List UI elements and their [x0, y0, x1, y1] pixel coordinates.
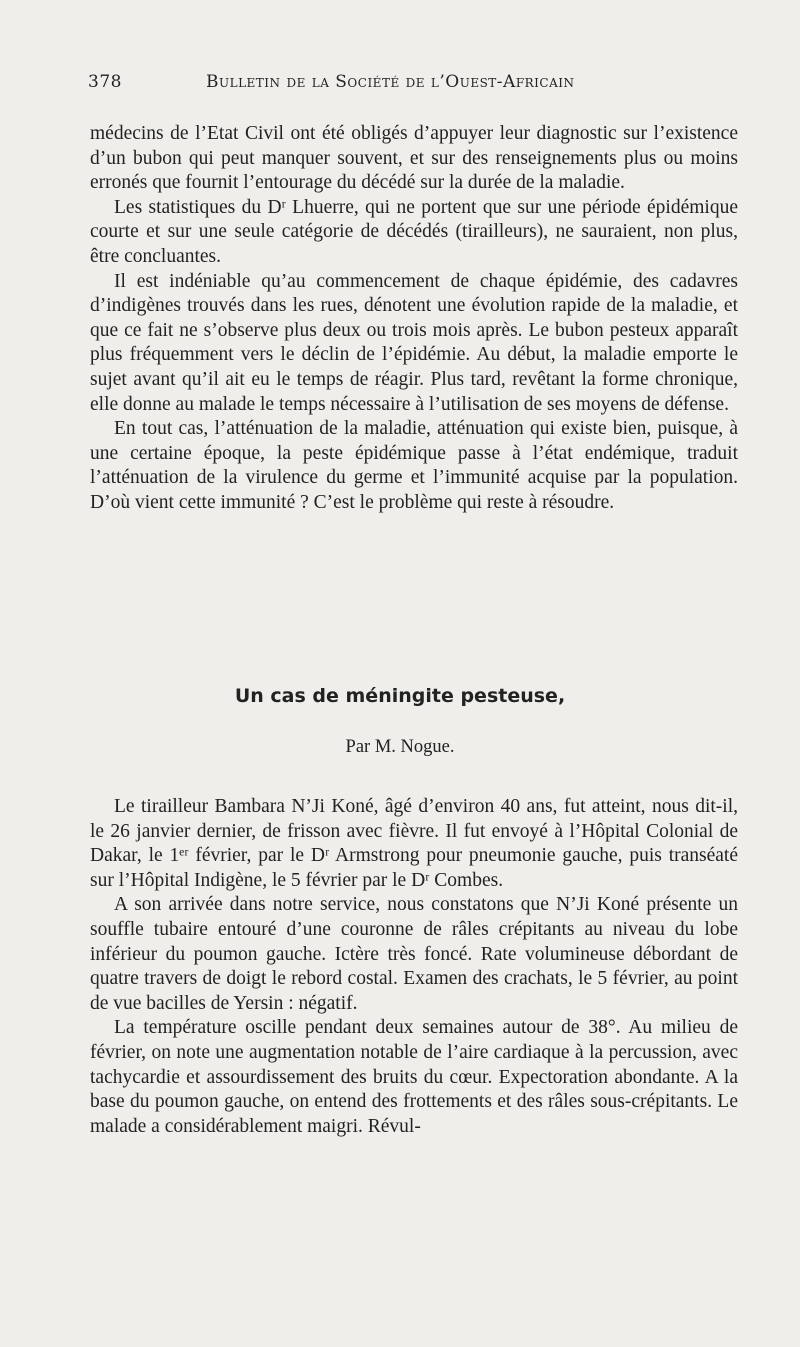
paragraph: Il est indéniable qu’au commencement de chaque épidémie, des cadavres d’indigènes trouvés dans les rues, dénotent une évolution rapide de la maladie, et que ce fait ne s’observe plus deux ou trois mois après. Le bubon pesteux apparaît plus fréquemment vers le déclin de l’épidémie. Au début, la maladie emporte le sujet avant qu’il ait eu le temps de réagir. Plus tard, revêtant la forme chronique, elle donne au malade le temps nécessaire à l’utilisation de ses moyens de défense. — [90, 270, 738, 415]
running-title: Bulletin de la Société de l’Ouest-Africain — [206, 72, 575, 92]
previous-article-text — [90, 122, 738, 516]
article-title: Un cas de méningite pesteuse, — [234, 685, 566, 707]
paragraph: Le tirailleur Bambara N’Ji Koné, âgé d’environ 40 ans, fut atteint, nous dit-il, le 26 janvier dernier, de frisson avec fièvre. Il fut envoyé à l’Hôpital Colonial de Dakar, le 1ᵉʳ février, par le Dʳ Armstrong pour pneumonie gauche, puis transéaté sur l’Hôpital Indigène, le 5 février par le Dʳ Combes. — [90, 796, 738, 891]
paragraph: La température oscille pendant deux semaines autour de 38°. Au milieu de février, on note une augmentation notable de l’aire cardiaque à la percussion, avec tachycardie et assourdissement des bruits du cœur. Expectoration abondante. A la base du poumon gauche, on entend des frottements et des râles sous-crépitants. Le malade a considérablement maigri. Révul- — [90, 1017, 738, 1137]
paragraph: médecins de l’Etat Civil ont été obligés d’appuyer leur diagnostic sur l’existence d’un bubon qui peut manquer souvent, et sur des renseignements plus ou moins erronés que fournit l’entourage du décédé sur la durée de la maladie. — [90, 123, 738, 194]
article-text — [90, 795, 738, 1139]
page-number: 378 — [88, 72, 122, 92]
article-author: Par M. Nogue. — [345, 737, 455, 757]
paragraph: En tout cas, l’atténuation de la maladie, atténuation qui existe bien, puisque, à une certaine époque, la peste épidémique passe à l’état endémique, traduit l’atténuation de la virulence du germe et l’immunité acquise par la population. D’où vient cette immunité ? C’est le problème qui reste à résoudre. — [90, 418, 738, 513]
paragraph: Les statistiques du Dʳ Lhuerre, qui ne portent que sur une période épidémique courte et sur une seule catégorie de décédés (tirailleurs), ne sauraient, non plus, être concluantes. — [90, 196, 738, 267]
paragraph: A son arrivée dans notre service, nous constatons que N’Ji Koné présente un souffle tubaire entouré d’une couronne de râles crépitants au niveau du lobe inférieur du poumon gauche. Ictère très foncé. Rate volumineuse débordant de quatre travers de doigt le rebord costal. Examen des crachats, le 5 février, au point de vue bacilles de Yersin : négatif. — [90, 894, 738, 1014]
